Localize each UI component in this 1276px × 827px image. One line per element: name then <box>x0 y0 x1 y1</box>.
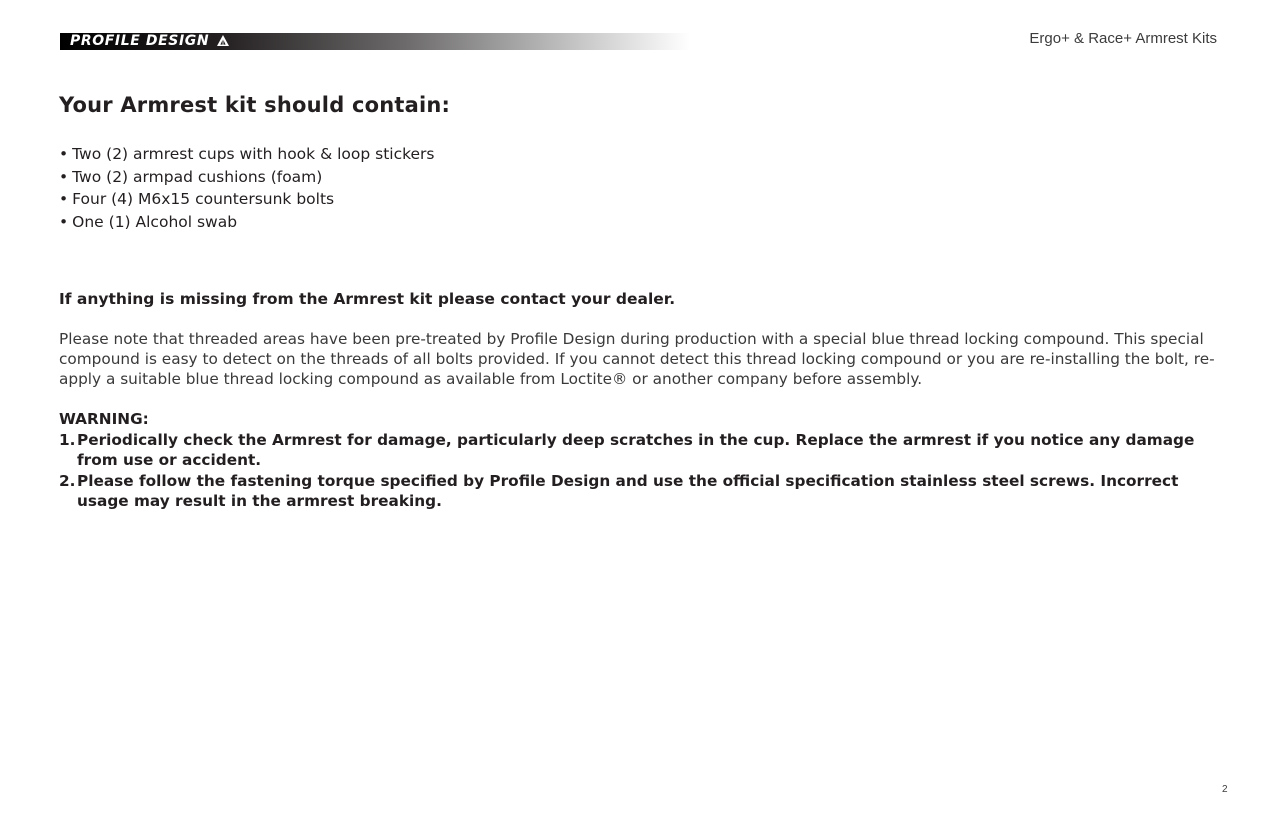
list-item <box>59 166 435 189</box>
warning-item-number: 2. <box>59 471 76 490</box>
brand-logo <box>70 33 229 50</box>
warning-block <box>59 409 1229 512</box>
bullet-icon: • <box>59 167 69 186</box>
warning-item <box>59 471 1229 512</box>
page-number: 2 <box>1222 784 1228 795</box>
kit-contents-heading: Your Armrest kit should contain: <box>59 93 451 117</box>
list-item <box>59 188 435 211</box>
bullet-icon: • <box>59 212 69 231</box>
warning-item-text: Please follow the fastening torque specified by Profile Design and use the official specification stainless steel screws. Incorrect usage may result in the armrest breaking. <box>77 471 1179 510</box>
brand-logo-text: PROFILE DESIGN <box>70 33 210 49</box>
bullet-icon: • <box>59 145 69 163</box>
warning-item-number: 1. <box>59 430 76 449</box>
triangle-logo-icon <box>217 35 229 46</box>
warning-item <box>59 430 1229 471</box>
kit-contents-list <box>59 143 435 233</box>
thread-locking-note: Please note that threaded areas have been pre-treated by Profile Design during production with a special blue thread locking compound. This special compound is easy to detect on the threads of all bolts provided. If you cannot detect this thread locking compound or you are re-installing the bolt, re-apply a suitable blue thread locking compound as available from Loctite® or another company before assembly. <box>59 330 1215 388</box>
list-item-text: One (1) Alcohol swab <box>72 212 238 231</box>
missing-items-note: If anything is missing from the Armrest kit please contact your dealer. <box>59 290 676 308</box>
list-item-text: Two (2) armpad cushions (foam) <box>72 167 323 186</box>
warning-list <box>59 430 1229 512</box>
list-item-text: Two (2) armrest cups with hook & loop stickers <box>72 145 435 163</box>
list-item-text: Four (4) M6x15 countersunk bolts <box>72 190 335 208</box>
warning-item-text: Periodically check the Armrest for damage, particularly deep scratches in the cup. Replace the armrest if you notice any damage from use or accident. <box>77 430 1195 469</box>
list-item <box>59 143 435 166</box>
document-title: Ergo+ & Race+ Armrest Kits <box>1029 30 1217 47</box>
bullet-icon: • <box>59 190 69 208</box>
warning-label: WARNING: <box>59 410 149 428</box>
list-item <box>59 211 435 234</box>
